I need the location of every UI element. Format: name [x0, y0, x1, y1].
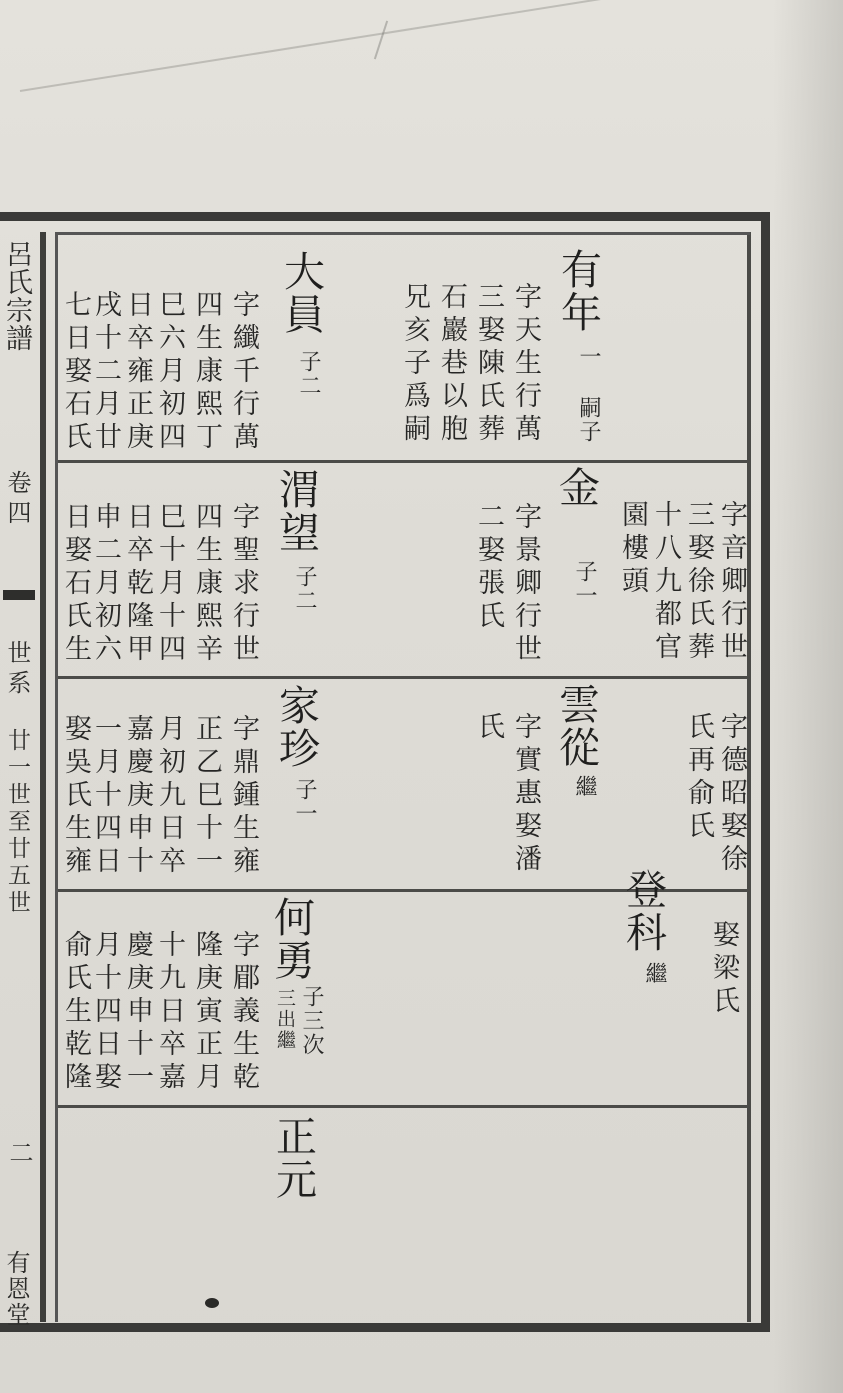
entry-name-weiwang: 渭望 [272, 468, 320, 554]
entry-note-dengke: 繼 [642, 962, 667, 986]
entry-line: 四生康熙丁 [191, 290, 222, 455]
entry-line: 氏再俞氏 [683, 712, 714, 844]
entry-line: 嘉慶庚申十 [122, 714, 153, 879]
entry-line: 字郿義生乾 [228, 930, 259, 1095]
entry-line: 七日娶石氏 [60, 290, 91, 455]
entry-line: 一月十四日 [90, 714, 121, 879]
entry-line: 字景卿行世 [510, 502, 541, 667]
entry-line: 娶吳氏生雍 [60, 714, 91, 879]
entry-note-jin: 子一 [572, 560, 597, 608]
entry-note-weiwang: 子二 [292, 565, 317, 613]
entry-name-yuncong: 雲從 [552, 683, 600, 769]
entry-line: 字鼎鍾生雍 [228, 714, 259, 879]
inner-border-top [55, 232, 750, 235]
row-divider-2 [58, 676, 748, 679]
generation-range: 廿一世至廿五世 [4, 728, 30, 917]
entry-note-younian: 一 嗣子 [576, 345, 601, 444]
entry-line: 慶庚申十一 [122, 930, 153, 1095]
entry-line: 隆庚寅正月 [191, 930, 222, 1095]
entry-name-jiazhen: 家珍 [272, 684, 320, 770]
entry-line: 字纖千行萬 [228, 290, 259, 455]
page-shadow [773, 0, 843, 1393]
entry-line: 戌十二月廿 [90, 290, 121, 455]
entry-line: 字天生行萬 [510, 282, 541, 447]
entry-name-dengke: 登科 [619, 868, 667, 954]
entry-line: 巳十月十四 [154, 502, 185, 667]
entry-name-heyong: 何勇 [267, 896, 315, 982]
entry-name-zhengyuan: 正元 [269, 1115, 317, 1201]
entry-name-younian: 有年 [554, 248, 602, 334]
margin-column-rule-inner [55, 232, 58, 1322]
hall-name: 有恩堂 [2, 1250, 30, 1328]
entry-line: 三娶徐氏葬 [683, 500, 714, 665]
entry-line: 四生康熙辛 [191, 502, 222, 667]
entry-name-jin: 金 [552, 466, 600, 509]
entry-line: 字德昭娶徐 [716, 712, 747, 877]
entry-line: 娶梁氏 [708, 920, 739, 1019]
entry-line: 正乙巳十一 [191, 714, 222, 879]
entry-line: 巳六月初四 [154, 290, 185, 455]
entry-line: 月十四日娶 [90, 930, 121, 1095]
entry-line: 字實惠娶潘 [510, 712, 541, 877]
paper-crease [20, 0, 633, 92]
row-divider-1 [58, 460, 748, 463]
entry-line: 二娶張氏 [473, 502, 504, 634]
entry-line: 月初九日卒 [154, 714, 185, 879]
margin-column-rule [40, 232, 46, 1322]
entry-line: 氏 [473, 712, 504, 745]
entry-line: 園樓頭 [617, 500, 648, 599]
entry-line: 字聖求行世 [228, 502, 259, 667]
entry-note-yuncong: 繼 [572, 775, 597, 799]
fishtail-mark [3, 590, 35, 600]
entry-note-jiazhen: 子一 [292, 778, 317, 826]
inner-border-right [747, 232, 751, 1322]
paper-crease-small [374, 21, 388, 60]
juan-label: 卷四 [3, 470, 31, 530]
entry-line: 字音卿行世 [716, 500, 747, 665]
entry-line: 石巖巷以胞 [436, 282, 467, 447]
entry-note-heyong: 子三次 [299, 985, 324, 1057]
section-label: 世系 [3, 640, 31, 700]
entry-line: 十八九都官 [650, 500, 681, 665]
entry-name-dayuan: 大員 [277, 250, 325, 336]
ink-blot [205, 1298, 219, 1308]
book-title: 呂氏宗譜 [1, 240, 32, 352]
row-divider-4 [58, 1105, 748, 1108]
entry-line: 日卒雍正庚 [122, 290, 153, 455]
entry-line: 兄亥子爲嗣 [399, 282, 430, 447]
entry-note-heyong-2: 三出繼 [274, 988, 296, 1051]
entry-line: 三娶陳氏葬 [473, 282, 504, 447]
entry-line: 日娶石氏生 [60, 502, 91, 667]
entry-line: 日卒乾隆甲 [122, 502, 153, 667]
entry-line: 俞氏生乾隆 [60, 930, 91, 1095]
entry-line: 十九日卒嘉 [154, 930, 185, 1095]
page-number: 二 [5, 1140, 33, 1164]
entry-note-dayuan: 子二 [296, 350, 321, 398]
entry-line: 申二月初六 [90, 502, 121, 667]
